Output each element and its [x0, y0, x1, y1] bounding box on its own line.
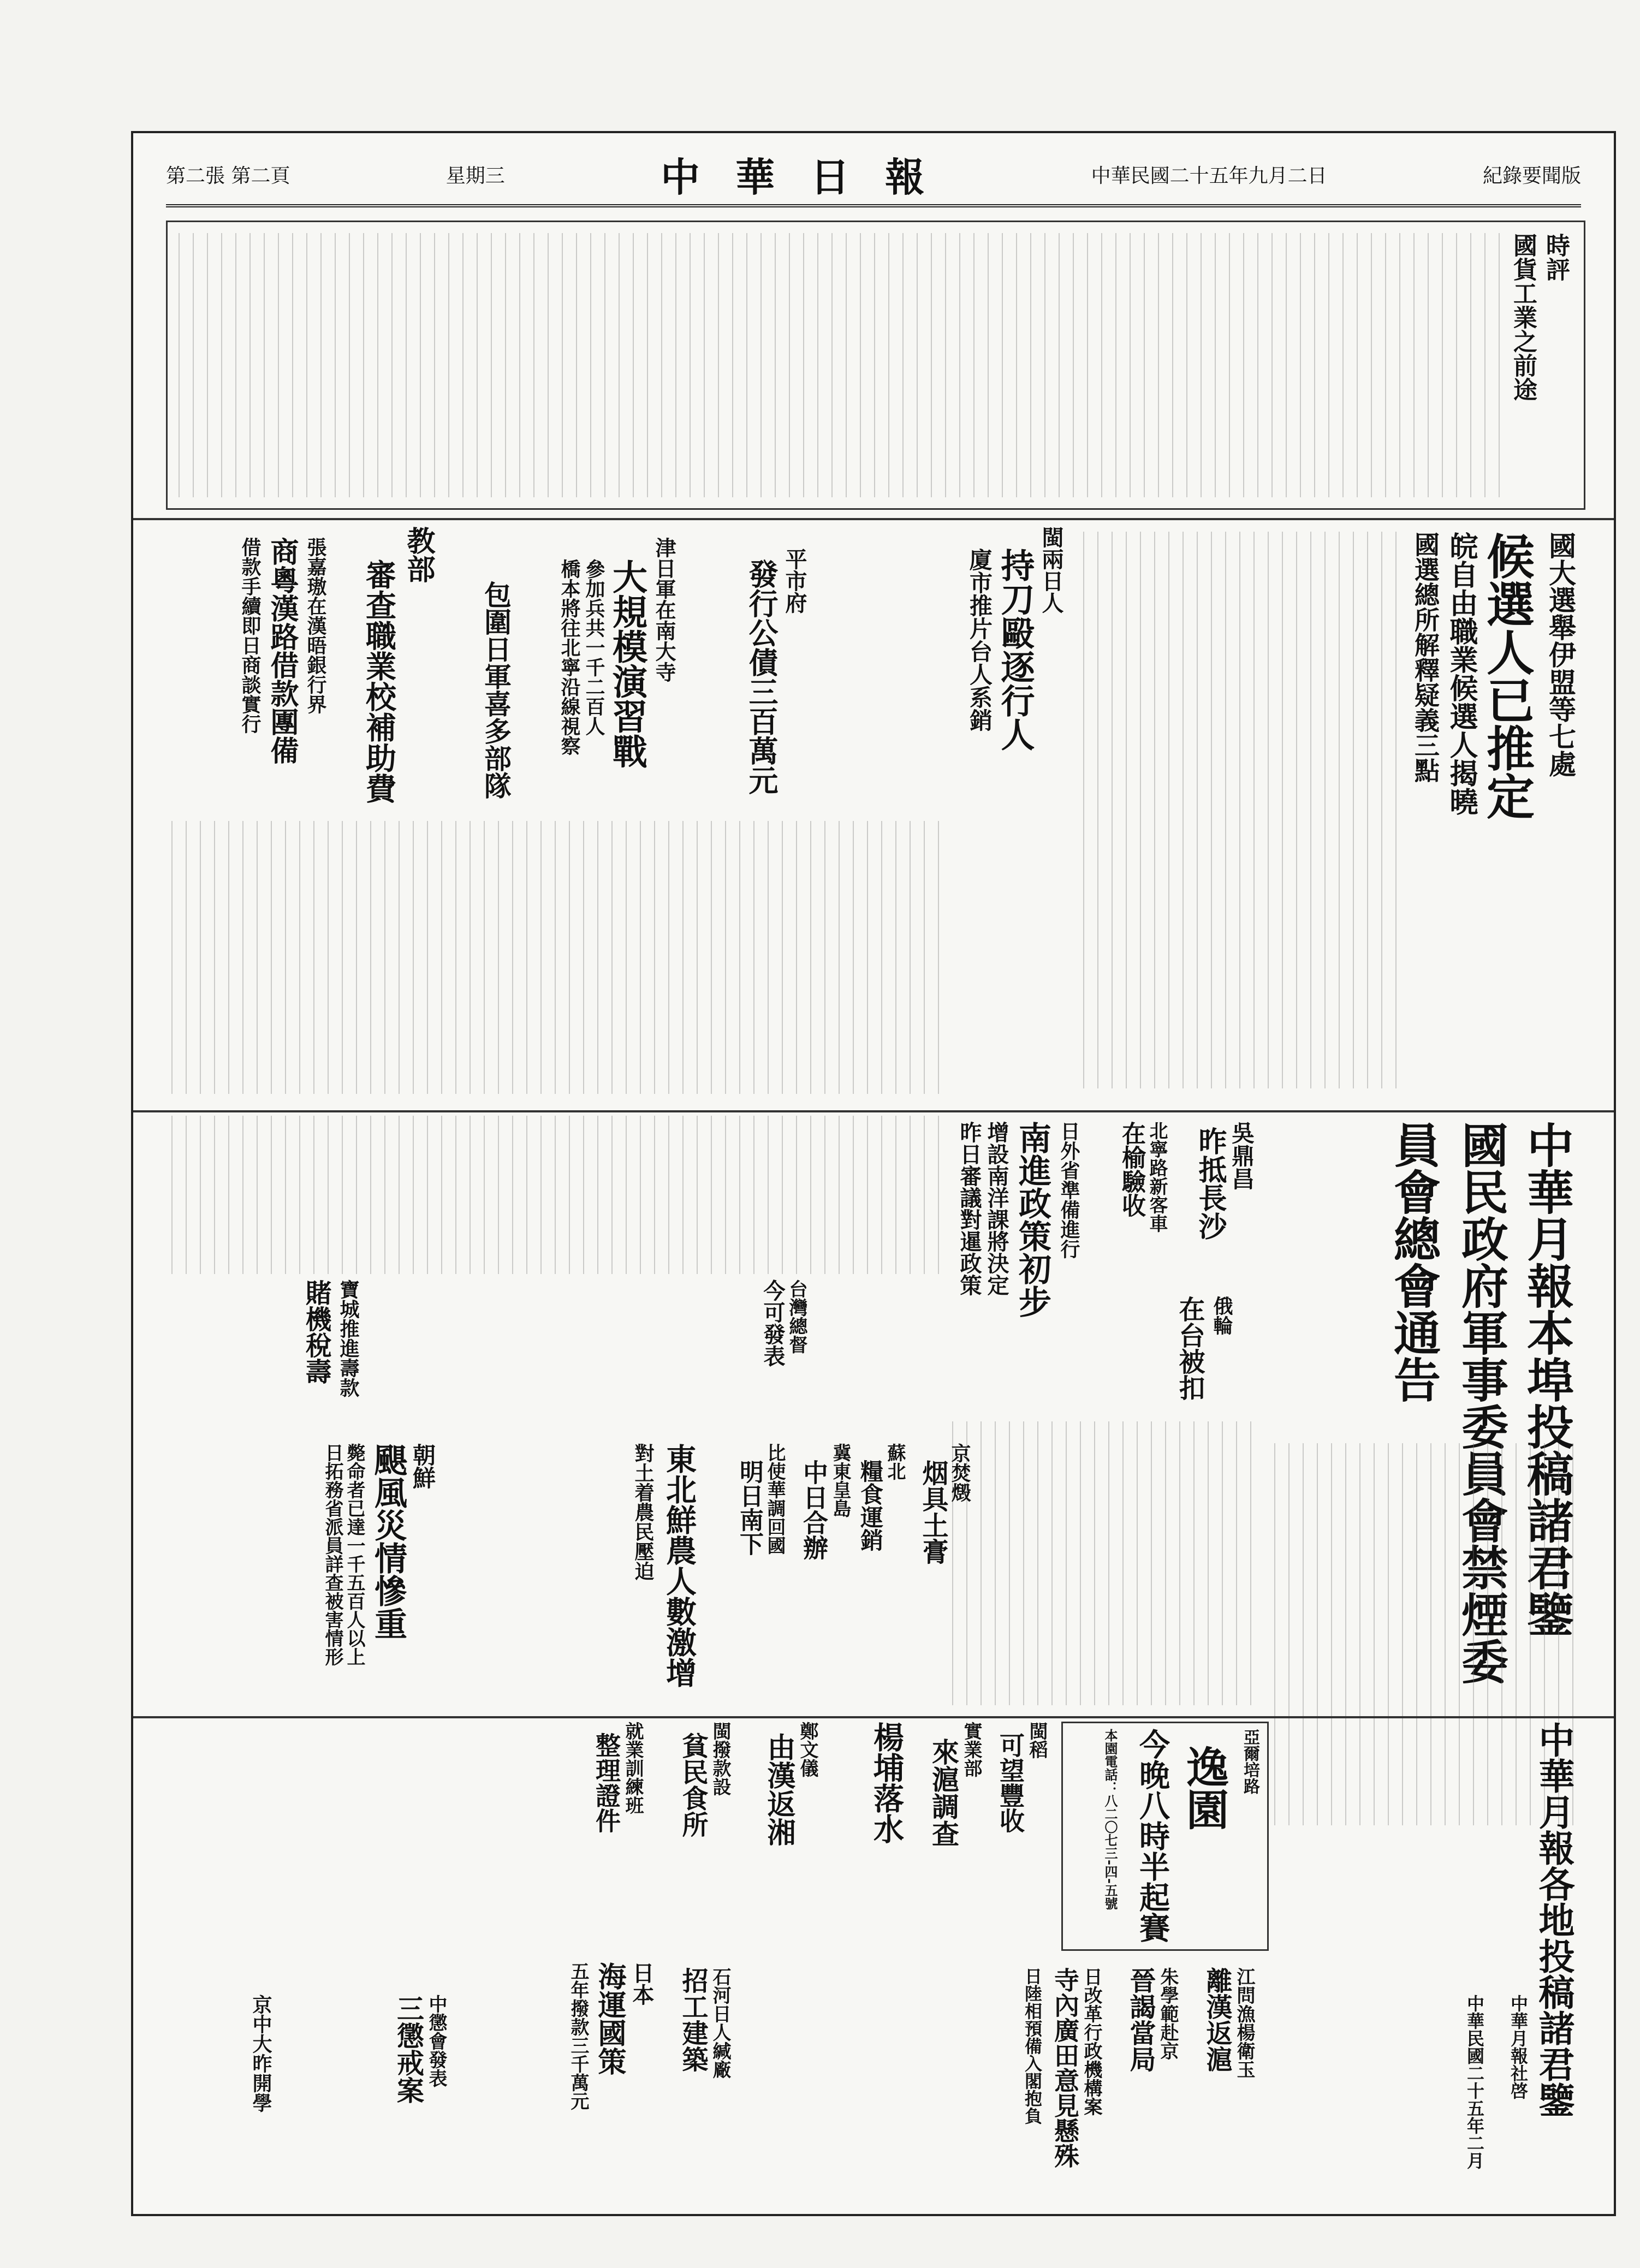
north-road-top-headline: 北寧路新客車: [1146, 1121, 1168, 1233]
row-1: [166, 526, 1585, 1105]
hk2-top-headline: 台灣總督: [786, 1279, 807, 1354]
dian-headline: 晉謁當局: [1125, 1967, 1156, 2072]
tianjin-headline: 來滬調查: [928, 1738, 960, 1847]
tax-headline: 賭機稅壽: [301, 1279, 331, 1384]
bank-sub-headline: 借款手續即日商談實行: [239, 537, 262, 734]
poor-headline: 貧民食所: [678, 1733, 708, 1837]
commerce-top-headline: 冀東皇島: [829, 1443, 851, 1517]
school-headline: 京中大昨開學: [249, 1995, 272, 2112]
editorial-block: [166, 221, 1585, 510]
japan-headline: 海運國策: [593, 1962, 626, 2075]
japan-sub-headline: 五年撥款三千萬元: [567, 1962, 589, 2110]
crime-top-headline: 中懲會發表: [425, 1995, 447, 2087]
welfare-headline: 整理證件: [592, 1733, 621, 1833]
editorial-title: 國貨工業之前途: [1509, 233, 1537, 401]
knife-headline: 持刀毆逐行人: [995, 548, 1035, 751]
hk2-headline: 今可發表: [760, 1279, 786, 1367]
bond-headline: 發行公債三百萬元: [744, 559, 779, 795]
south-sub2-headline: 昨日審議對暹政策: [956, 1121, 982, 1296]
russia-top-headline: 俄輪: [1210, 1296, 1233, 1335]
election-top-headline: 國大選舉伊盟等七處: [1544, 532, 1577, 777]
dian-top-headline: 朱學範赴京: [1157, 1967, 1179, 2060]
tax-top-headline: 寶城推進壽款: [337, 1279, 360, 1397]
army-top-headline: 津日軍在南大寺: [652, 537, 676, 682]
hongkong-headline: 包圍日軍喜多部隊: [480, 581, 512, 799]
masthead-page: 第二張 第二頁: [166, 164, 290, 187]
ad-sub-headline: 中華月報各地投稿諸君鑒: [1532, 1722, 1575, 2118]
election-sub2-headline: 國選總所解釋疑義三點: [1411, 532, 1440, 783]
knife-sub-headline: 廈市推片台人系銷: [966, 548, 993, 731]
notice-headline: 國民政府軍事委員會禁煙委員會總會通告: [1386, 1121, 1508, 1684]
changsha-headline: 昨抵長沙: [1193, 1127, 1227, 1240]
crime-headline: 三懲戒案: [393, 1995, 425, 2104]
cigarette-top-headline: 京焚燬: [948, 1443, 971, 1502]
newspaper-page: [131, 131, 1616, 2216]
north-road-headline: 在榆驗收: [1118, 1121, 1145, 1217]
poor-top-headline: 閩撥款設: [709, 1722, 731, 1796]
tianjin-top-headline: 實業部: [960, 1722, 982, 1777]
cigarette-headline: 烟具土膏: [918, 1460, 948, 1564]
flood-headline: 楊埔落水: [869, 1722, 905, 1844]
shanghai-sub-headline: 日陸相預備入閣抱負: [1022, 1967, 1043, 2124]
korea-top-headline: 朝鮮: [409, 1443, 436, 1489]
bike-headline: 明日南下: [735, 1460, 763, 1556]
bank-top-headline: 張嘉璈在漢晤銀行界: [304, 537, 327, 714]
editorial-label: 時評: [1542, 233, 1570, 281]
bike-top-headline: 比使華調回國: [764, 1443, 786, 1555]
row-1-lower-body: [171, 821, 941, 1094]
japan-top-headline: 日本: [629, 1962, 655, 2005]
match-top: 亞爾培路: [1240, 1729, 1259, 1794]
knife-top-headline: 閩兩日人: [1038, 526, 1064, 614]
election-body: [1083, 532, 1400, 1088]
match-venue: 逸園: [1179, 1745, 1229, 1830]
coal-top-headline: 閩稻: [1026, 1722, 1048, 1759]
ad-main-headline: 中華月報本埠投稿諸君鑒: [1519, 1121, 1574, 1638]
yellow-headline: 由漢返湘: [762, 1733, 795, 1846]
pian-headline: 離漢返滬: [1202, 1967, 1232, 2072]
dongbei-headline: 東北鮮農人數激增: [661, 1443, 697, 1688]
south-top-headline: 日外省準備進行: [1057, 1121, 1080, 1259]
army-sub2-headline: 橋本將往北寧沿線視察: [558, 559, 581, 755]
masthead-title: 中 華 日 報: [661, 154, 936, 200]
labor-top: 石河日人緘廠: [709, 1967, 731, 2079]
row-2-upper-body: [171, 1116, 941, 1274]
shanghai-headline: 寺內廣田意見懸殊: [1050, 1967, 1080, 2168]
yellow-top: 鄭文儀: [797, 1722, 818, 1777]
match-ad: [1061, 1722, 1269, 1951]
rice-headline: 糧食運銷: [857, 1460, 884, 1551]
korea-sub-headline: 斃命者已達一千五百人以上: [343, 1443, 365, 1666]
bond-top-headline: 平市府: [782, 548, 807, 614]
pian-top-headline: 江問漁楊衛玉: [1233, 1967, 1255, 2079]
shanghai-top-headline: 日改革行政機構案: [1080, 1967, 1102, 2116]
labor-headline: 招工建築: [678, 1967, 708, 2072]
match-headline: 今晚八時半起賽: [1134, 1729, 1170, 1943]
coal-headline: 可望豐收: [996, 1733, 1025, 1833]
korea-headline: 颶風災情慘重: [369, 1443, 407, 1640]
south-headline: 南進政策初步: [1013, 1121, 1051, 1318]
notice-date: 中華民國二十五年二月: [1464, 1995, 1485, 2169]
korea-sub2-headline: 日拓務省派員詳查被害情形: [322, 1443, 343, 1666]
masthead-section-label: 紀錄要聞版: [1482, 164, 1581, 187]
welfare-top-headline: 就業訓練班: [622, 1722, 644, 1814]
rice-top-headline: 蘇北: [884, 1443, 906, 1480]
editorial-body: [179, 233, 1502, 497]
dongbei-sub-headline: 對土着農民壓迫: [632, 1443, 655, 1581]
election-sub-headline: 皖自由職業候選人揭曉: [1445, 532, 1478, 815]
election-main-headline: 候選人已推定: [1479, 532, 1536, 820]
masthead-weekday: 星期三: [445, 164, 505, 187]
commerce-headline: 中日合辦: [799, 1460, 829, 1560]
masthead: [166, 144, 1581, 207]
russia-headline: 在台被扣: [1174, 1296, 1205, 1401]
row-4: [166, 1722, 1585, 2202]
army-sub-headline: 參加兵共一千二百人: [583, 559, 605, 736]
edu-headline: 審查職業校補助費: [361, 559, 397, 803]
ad-sign: 中華月報社啓: [1508, 1995, 1529, 2099]
army-headline: 大規模演習戰: [607, 559, 647, 769]
match-phone: 本園電話：八二〇七三-四-五號: [1102, 1729, 1118, 1910]
edu-top-headline: 教部: [402, 526, 435, 583]
masthead-date: 中華民國二十五年九月二日: [1091, 164, 1327, 187]
changsha-top-headline: 吳鼎昌: [1228, 1121, 1255, 1190]
bank-headline: 商粵漢路借款團備: [265, 537, 299, 764]
south-sub-headline: 增設南洋課將決定: [984, 1121, 1009, 1296]
